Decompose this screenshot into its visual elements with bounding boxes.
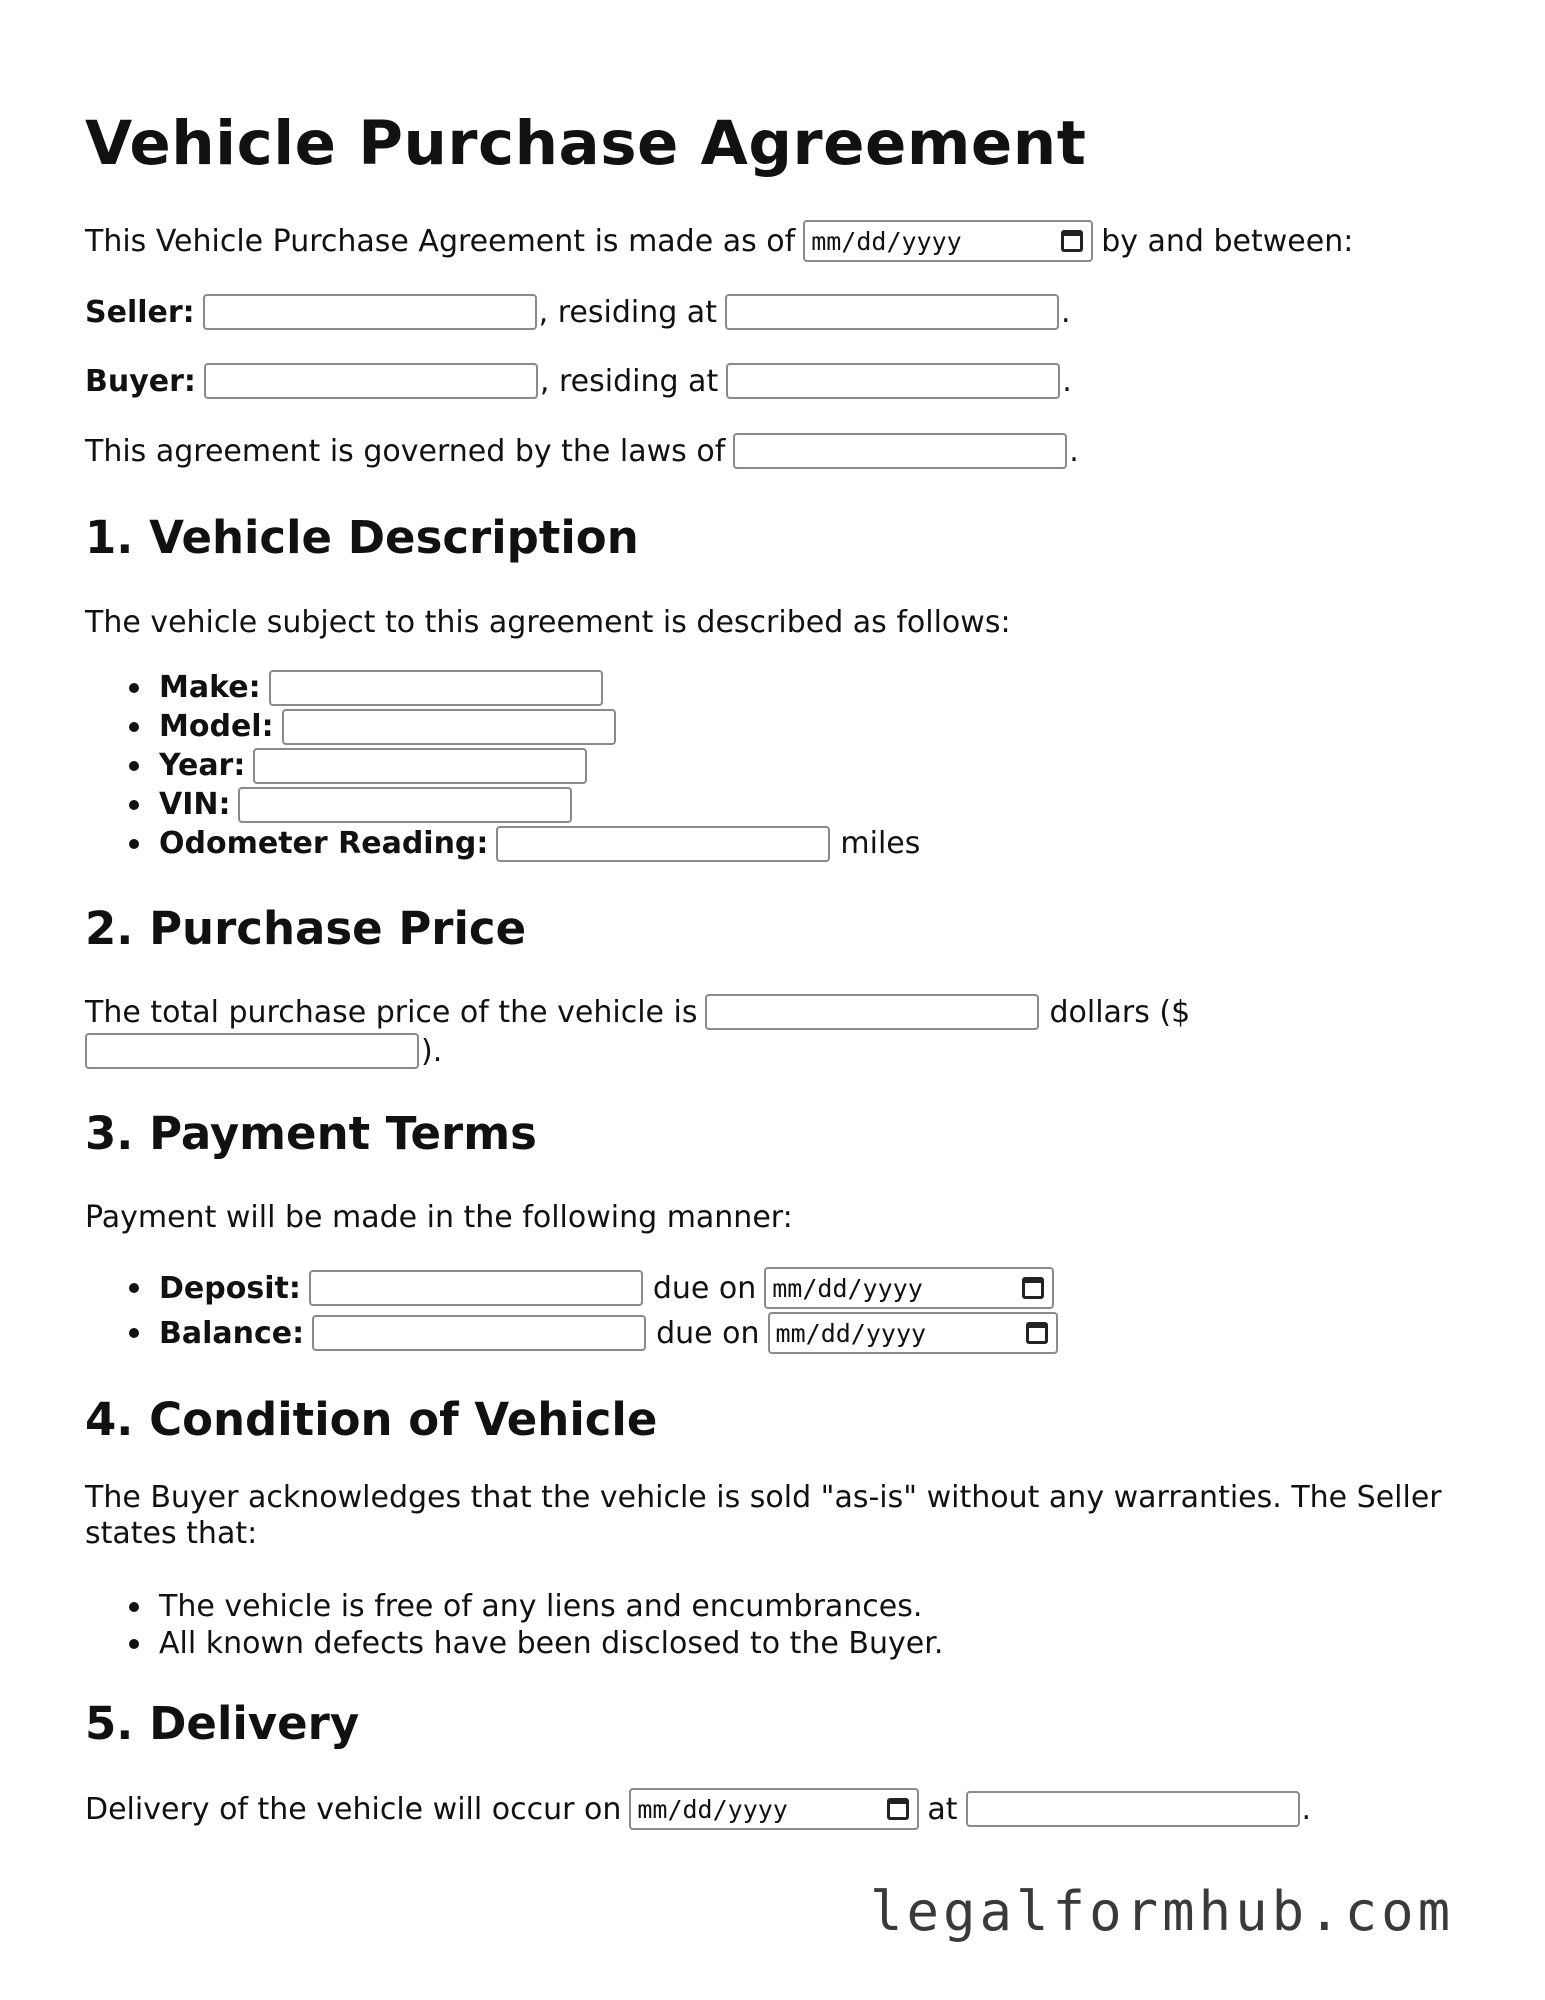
balance-label: Balance: bbox=[159, 1315, 305, 1351]
condition-text-line-1: The Buyer acknowledges that the vehicle is sold "as-is" without any warranties. The Seller bbox=[85, 1479, 1442, 1515]
seller-address-input[interactable] bbox=[725, 294, 1059, 330]
odometer-unit: miles bbox=[840, 826, 921, 861]
intro-line bbox=[85, 219, 1353, 263]
price-close-text: ). bbox=[421, 1033, 443, 1069]
list-item-year bbox=[85, 746, 920, 785]
year-input[interactable] bbox=[253, 748, 587, 784]
intro-prefix: This Vehicle Purchase Agreement is made as of bbox=[85, 223, 796, 259]
delivery-text: Delivery of the vehicle will occur on bbox=[85, 1791, 622, 1827]
payment-terms-list bbox=[85, 1266, 1066, 1356]
section-3-heading: 3. Payment Terms bbox=[85, 1107, 537, 1160]
dollars-text: dollars ($ bbox=[1049, 994, 1191, 1030]
year-label: Year: bbox=[159, 748, 246, 783]
list-item-model bbox=[85, 707, 920, 746]
governing-law-period: . bbox=[1069, 433, 1079, 469]
condition-list bbox=[85, 1588, 943, 1662]
list-item-no-liens: The vehicle is free of any liens and encumbrances. bbox=[85, 1588, 943, 1625]
purchase-price-text: The total purchase price of the vehicle is bbox=[85, 994, 698, 1030]
make-input[interactable] bbox=[269, 670, 603, 706]
odometer-input[interactable] bbox=[496, 826, 830, 862]
price-amount-input[interactable] bbox=[85, 1033, 419, 1069]
calendar-icon[interactable] bbox=[1026, 1322, 1048, 1344]
seller-label: Seller: bbox=[85, 294, 195, 330]
deposit-date-placeholder: mm/dd/yyyy bbox=[772, 1273, 923, 1303]
calendar-icon[interactable] bbox=[887, 1798, 909, 1820]
list-item-deposit bbox=[85, 1266, 1066, 1310]
deposit-label: Deposit: bbox=[159, 1270, 301, 1306]
deposit-due-text: due on bbox=[652, 1270, 757, 1306]
model-input[interactable] bbox=[282, 709, 616, 745]
deposit-date-input[interactable] bbox=[764, 1267, 1054, 1309]
delivery-line bbox=[85, 1787, 1311, 1831]
delivery-date-input[interactable] bbox=[629, 1788, 919, 1830]
make-label: Make: bbox=[159, 670, 261, 705]
model-label: Model: bbox=[159, 709, 274, 744]
governing-law-text: This agreement is governed by the laws of bbox=[85, 433, 726, 469]
calendar-icon[interactable] bbox=[1061, 230, 1083, 252]
vehicle-description-list bbox=[85, 668, 920, 863]
vin-input[interactable] bbox=[238, 787, 572, 823]
section-1-text: The vehicle subject to this agreement is described as follows: bbox=[85, 604, 1011, 640]
list-item-make bbox=[85, 668, 920, 707]
list-item-odometer bbox=[85, 824, 920, 863]
section-2-heading: 2. Purchase Price bbox=[85, 902, 527, 955]
governing-law-line bbox=[85, 429, 1079, 473]
seller-name-input[interactable] bbox=[203, 294, 537, 330]
purchase-price-line bbox=[85, 990, 1190, 1034]
condition-text-line-2: states that: bbox=[85, 1515, 258, 1551]
agreement-date-placeholder: mm/dd/yyyy bbox=[811, 226, 962, 256]
buyer-address-input[interactable] bbox=[726, 363, 1060, 399]
delivery-at-text: at bbox=[927, 1791, 958, 1827]
buyer-label: Buyer: bbox=[85, 363, 196, 399]
list-item-defects-disclosed: All known defects have been disclosed to the Buyer. bbox=[85, 1625, 943, 1662]
agreement-date-input[interactable] bbox=[803, 220, 1093, 262]
purchase-price-line-2 bbox=[85, 1029, 442, 1073]
seller-residing-text: , residing at bbox=[538, 294, 717, 330]
delivery-location-input[interactable] bbox=[966, 1791, 1300, 1827]
section-4-heading: 4. Condition of Vehicle bbox=[85, 1393, 658, 1446]
intro-suffix: by and between: bbox=[1101, 223, 1354, 259]
buyer-period: . bbox=[1062, 363, 1072, 399]
list-item-vin bbox=[85, 785, 920, 824]
deposit-amount-input[interactable] bbox=[309, 1270, 643, 1306]
section-1-heading: 1. Vehicle Description bbox=[85, 511, 639, 564]
balance-date-placeholder: mm/dd/yyyy bbox=[775, 1318, 927, 1348]
section-3-text: Payment will be made in the following manner: bbox=[85, 1199, 793, 1235]
balance-due-text: due on bbox=[656, 1315, 760, 1351]
buyer-residing-text: , residing at bbox=[539, 363, 719, 399]
list-item-balance bbox=[85, 1310, 1066, 1356]
buyer-name-input[interactable] bbox=[204, 363, 538, 399]
balance-amount-input[interactable] bbox=[312, 1315, 646, 1351]
price-words-input[interactable] bbox=[705, 994, 1039, 1030]
vin-label: VIN: bbox=[159, 787, 231, 822]
seller-line bbox=[85, 290, 1071, 334]
governing-law-input[interactable] bbox=[733, 433, 1067, 469]
delivery-period: . bbox=[1301, 1791, 1312, 1827]
section-5-heading: 5. Delivery bbox=[85, 1697, 360, 1750]
watermark: legalformhub.com bbox=[870, 1880, 1455, 1943]
calendar-icon[interactable] bbox=[1022, 1277, 1044, 1299]
balance-date-input[interactable] bbox=[768, 1312, 1058, 1354]
seller-period: . bbox=[1060, 294, 1071, 330]
buyer-line bbox=[85, 359, 1072, 403]
odometer-label: Odometer Reading: bbox=[159, 826, 489, 861]
delivery-date-placeholder: mm/dd/yyyy bbox=[637, 1794, 788, 1824]
page-title: Vehicle Purchase Agreement bbox=[85, 108, 1087, 179]
